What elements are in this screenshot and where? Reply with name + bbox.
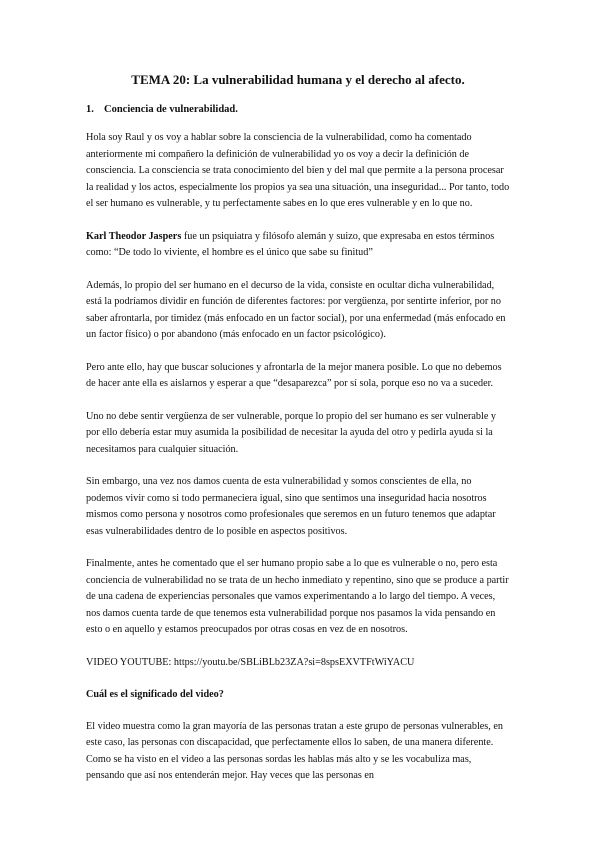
jaspers-name: Karl Theodor Jaspers: [86, 230, 182, 242]
paragraph-video-meaning: El video muestra como la gran mayoría de las personas tratan a este grupo de personas vulnerables, en este caso, las personas con discapacidad, que perfectamente ellos lo saben, de una manera diferente. Como se ha visto en el video a las personas sordas les hablas más alto y se les vocabuliza mas, pensando que así nos entenderán mejor. Hay veces que las personas en: [86, 720, 503, 781]
document-title: TEMA 20: La vulnerabilidad humana y el derecho al afecto.: [131, 72, 465, 87]
paragraph-intro: Hola soy Raul y os voy a hablar sobre la consciencia de la vulnerabilidad, como ha comentado anteriormente mi compañero la definición de vulnerabilidad yo os voy a decir la definición de consciencia. La consciencia se trata conocimiento del bien y del mal que permite a la persona procesar la realidad y los actos, especialmente los propios ya sea una situación, una inseguridad... Por tanto, todo el ser humano es vulnerable, y tu perfectamente sabes en lo que eres vulnerable y en lo que no.: [86, 132, 510, 209]
section-heading-text: Conciencia de vulnerabilidad.: [104, 104, 238, 115]
paragraph-shame: Uno no debe sentir vergüenza de ser vulnerable, porque lo propio del ser humano es ser vulnerable y por ello debería estar muy asumida la posibilidad de necesitar la ayuda del otro y pedirla ayuda si la necesitamos para cualquier situación.: [86, 410, 497, 455]
video-question: Cuál es el significado del video?: [86, 689, 224, 700]
section-number: 1.: [86, 104, 94, 115]
jaspers-quote-text: fue un psiquiatra y filósofo alemán y suizo, que expresaba en estos términos como: “De todo lo viviente, el hombre es el único que sabe su finitud”: [86, 230, 495, 258]
paragraph-solutions: Pero ante ello, hay que buscar soluciones y afrontarla de la mejor manera posible. Lo que no debemos de hacer ante ella es aislarnos y esperar a que “desaparezca” por sí sola, porque eso no va a suceder.: [86, 361, 502, 389]
paragraph-conclusion: Finalmente, antes he comentado que el ser humano propio sabe a lo que es vulnerable o no, pero esta conciencia de vulnerabilidad no se trata de un hecho inmediato y repentino, sino que se produce a partir de una cadena de experiencias personales que vamos experimentando a lo largo del tiempo. A veces, nos damos cuenta tarde de que tenemos esta vulnerabilidad porque nos pasamos la vida pensando en esto o en aquello y estamos preocupados por otras cosas en vez de en nosotros.: [86, 558, 509, 635]
section-heading: [86, 102, 510, 118]
video-link[interactable]: VIDEO YOUTUBE: https://youtu.be/SBLiBLb23ZA?si=8spsEXVTFtWiYACU: [86, 656, 415, 668]
paragraph-awareness: Sin embargo, una vez nos damos cuenta de esta vulnerabilidad y somos conscientes de ella, no podemos vivir como si todo permaneciera igual, sino que sentimos una inseguridad hacia nosotros mismos como persona y nosotros como profesionales que seremos en un futuro tenemos que adaptar esas vulnerabilidades dentro de lo posible en aspectos positivos.: [86, 476, 496, 537]
paragraph-factors: Además, lo propio del ser humano en el decurso de la vida, consiste en ocultar dicha vulnerabilidad, está la podríamos dividir en función de diferentes factores: por vergüenza, por sentirte inferior, por no saber afrontarla, por timidez (más enfocado en un factor social), por una enfermedad (más enfocado en un factor físico) o por abandono (más enfocado en un factor psicológico).: [86, 279, 506, 340]
paragraph-jaspers: [86, 229, 510, 262]
